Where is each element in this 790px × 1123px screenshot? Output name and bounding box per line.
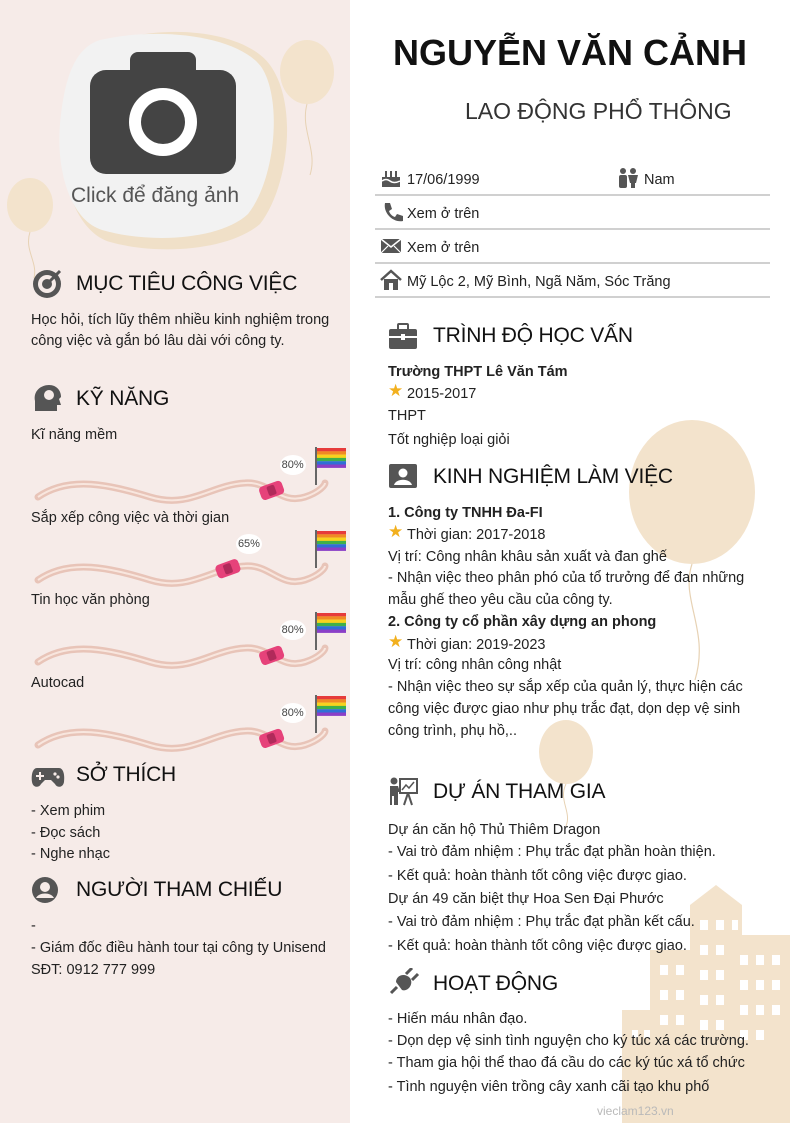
job-period: Thời gian: 2019-2023: [407, 637, 546, 653]
project-line: - Vai trò đảm nhiệm : Phụ trắc đạt phần hoàn thiện.: [388, 844, 716, 860]
skill-progress-road: [30, 610, 350, 680]
candidate-name: NGUYỄN VĂN CẢNH: [392, 32, 748, 73]
objective-text-line1: Học hỏi, tích lũy thêm nhiều kinh nghiệm trong: [31, 312, 330, 328]
plug-icon: [388, 968, 420, 998]
skill-name: Autocad: [31, 675, 85, 691]
job-position: Vị trí: Công nhân khâu sản xuất và đan ghế: [388, 549, 667, 565]
skills-title: KỸ NĂNG: [76, 387, 170, 410]
education-period: 2015-2017: [407, 386, 477, 402]
skill-progress-road: [30, 693, 350, 763]
hobby-item: - Xem phim: [31, 803, 106, 819]
reference-line: -: [31, 918, 36, 934]
phone-icon: [381, 201, 403, 223]
camera-icon[interactable]: [90, 48, 236, 176]
job-description: công trình, phụ hồ,..: [388, 723, 517, 739]
gender-icon: [617, 167, 639, 189]
phone-value: Xem ở trên: [407, 206, 480, 222]
divider: [375, 194, 770, 196]
job-title: LAO ĐỘNG PHỔ THÔNG: [465, 98, 732, 124]
star-icon: ★: [388, 381, 404, 400]
star-icon: ★: [388, 632, 404, 651]
job-position: Vị trí: công nhân công nhật: [388, 657, 562, 673]
upload-photo-label[interactable]: Click để đăng ảnh: [71, 184, 240, 207]
objective-text-line2: công việc và gắn bó lâu dài với công ty.: [31, 333, 285, 349]
project-line: - Kết quả: hoàn thành tốt công việc được giao.: [388, 938, 687, 954]
education-result: Tốt nghiệp loại giỏi: [388, 432, 510, 448]
skill-progress-road: [30, 445, 350, 515]
skill-level-label: 80%: [280, 455, 306, 475]
project-line: Dự án căn hộ Thủ Thiêm Dragon: [388, 822, 601, 838]
email-icon: [380, 237, 402, 255]
hobbies-title: SỞ THÍCH: [76, 763, 177, 786]
activity-line: - Dọn dẹp vệ sinh tình nguyện cho ký túc xá các trường.: [388, 1033, 749, 1049]
gamepad-icon: [31, 760, 65, 790]
activity-line: - Hiến máu nhân đạo.: [388, 1011, 528, 1027]
id-card-icon: [388, 462, 418, 490]
skill-name: Kĩ năng mềm: [31, 427, 118, 443]
project-line: Dự án 49 căn biệt thự Hoa Sen Đại Phước: [388, 891, 664, 907]
reference-line: - Giám đốc điều hành tour tại công ty Unisend: [31, 940, 326, 956]
job-company: 2. Công ty cổ phần xây dựng an phong: [388, 614, 657, 630]
activity-line: - Tình nguyện viên trồng cây xanh cãi tạo khu phố: [388, 1079, 710, 1095]
job-period: Thời gian: 2017-2018: [407, 527, 546, 543]
skill-name: Tin học văn phòng: [31, 592, 150, 608]
birthday-value: 17/06/1999: [407, 172, 480, 188]
skill-progress-road: [30, 528, 350, 598]
home-icon: [379, 268, 403, 292]
activity-line: - Tham gia hội thể thao đá cầu do các ký túc xá tổ chức: [388, 1055, 745, 1071]
job-description: - Nhận việc theo sự sắp xếp của quản lý, thực hiện các: [388, 679, 743, 695]
objective-title: MỤC TIÊU CÔNG VIỆC: [76, 272, 298, 295]
education-title: TRÌNH ĐỘ HỌC VẤN: [433, 324, 633, 347]
project-line: - Kết quả: hoàn thành tốt công việc được giao.: [388, 868, 687, 884]
address-value: Mỹ Lộc 2, Mỹ Bình, Ngã Năm, Sóc Trăng: [407, 274, 671, 290]
skill-level-label: 65%: [236, 534, 262, 554]
skill-name: Sắp xếp công việc và thời gian: [31, 510, 230, 526]
job-description: công việc được giao như phụ trắc đạt, dọn dẹp vệ sinh: [388, 701, 741, 717]
skill-level-label: 80%: [280, 620, 306, 640]
target-icon: [31, 268, 63, 300]
reference-line: SĐT: 0912 777 999: [31, 962, 156, 978]
project-line: - Vai trò đảm nhiệm : Phụ trắc đạt phần kết cấu.: [388, 914, 695, 930]
briefcase-icon: [388, 322, 418, 350]
divider: [375, 262, 770, 264]
watermark: vieclam123.vn: [597, 1104, 674, 1118]
star-icon: ★: [388, 522, 404, 541]
email-value: Xem ở trên: [407, 240, 480, 256]
references-title: NGƯỜI THAM CHIẾU: [76, 878, 283, 901]
divider: [375, 296, 770, 298]
job-description: mẫu ghế theo yêu cầu của công ty.: [388, 592, 613, 608]
experience-title: KINH NGHIỆM LÀM VIỆC: [433, 465, 673, 488]
skill-level-label: 80%: [280, 703, 306, 723]
left-column: [0, 0, 350, 1123]
hobby-item: - Đọc sách: [31, 825, 101, 841]
skill-car-icon: [214, 558, 241, 579]
education-school: Trường THPT Lê Văn Tám: [388, 364, 568, 380]
divider: [375, 228, 770, 230]
job-company: 1. Công ty TNHH Đa-FI: [388, 505, 543, 521]
projects-title: DỰ ÁN THAM GIA: [433, 780, 606, 803]
gender-value: Nam: [644, 172, 675, 188]
birthday-cake-icon: [380, 167, 402, 189]
brain-head-icon: [31, 383, 63, 415]
activities-title: HOẠT ĐỘNG: [433, 972, 558, 995]
user-circle-icon: [31, 876, 59, 904]
hobby-item: - Nghe nhạc: [31, 846, 110, 862]
presentation-icon: [388, 776, 418, 806]
job-description: - Nhận việc theo phân phó của tổ trưởng để đan những: [388, 570, 745, 586]
education-level: THPT: [388, 408, 426, 424]
